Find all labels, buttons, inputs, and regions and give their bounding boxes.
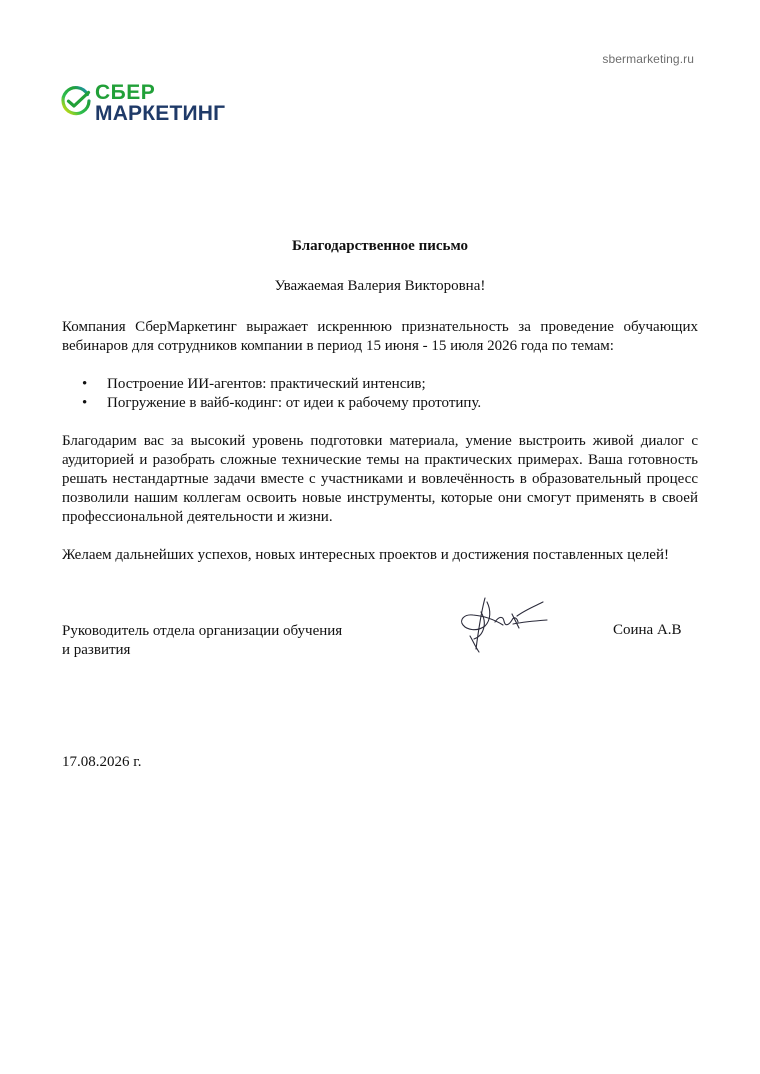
topic-text: Погружение в вайб-кодинг: от идеи к рабочему прототипу. [107, 395, 482, 411]
bullet-icon: • [82, 395, 88, 411]
topics-list [62, 375, 481, 413]
handwritten-signature [455, 594, 550, 654]
letter-greeting: Уважаемая Валерия Викторовна! [274, 278, 486, 294]
signer-position-line-1: Руководитель отдела организации обучения [62, 623, 343, 639]
gratitude-paragraph: Благодарим вас за высокий уровень подготовки материала, умение выстроить живой диалог с аудиторией и разобрать сложные технические темы на практических примерах. Ваша готовность решать нестандартные задачи вместе с участниками и вовлечённость в образовательный процесс позволили нашим коллегам освоить новые инструменты, которые они смогут применять в своей профессиональной деятельности и жизни. [62, 433, 698, 525]
letter-title: Благодарственное письмо [292, 238, 468, 254]
wishes-paragraph: Желаем дальнейших успехов, новых интересных проектов и достижения поставленных целей! [62, 547, 669, 563]
topic-text: Построение ИИ-агентов: практический интенсив; [107, 376, 426, 392]
signer-name: Соина А.В [613, 622, 682, 638]
topic-item [62, 375, 481, 394]
letter-date: 17.08.2026 г. [62, 754, 142, 770]
logo-line-1: СБЕР [95, 81, 156, 104]
signer-position-line-2: и развития [62, 642, 131, 658]
logo-wordmark [95, 82, 225, 124]
company-logo [60, 82, 260, 136]
topic-item [62, 394, 481, 413]
site-url[interactable]: sbermarketing.ru [602, 52, 694, 66]
bullet-icon: • [82, 376, 88, 392]
signer-position [62, 622, 342, 660]
logo-line-2: МАРКЕТИНГ [95, 102, 226, 125]
sber-logo-icon [60, 85, 92, 117]
intro-paragraph: Компания СберМаркетинг выражает искреннюю признательность за проведение обучающих вебинаров для сотрудников компании в период 15 июня - 15 июля 2026 года по темам: [62, 319, 698, 354]
